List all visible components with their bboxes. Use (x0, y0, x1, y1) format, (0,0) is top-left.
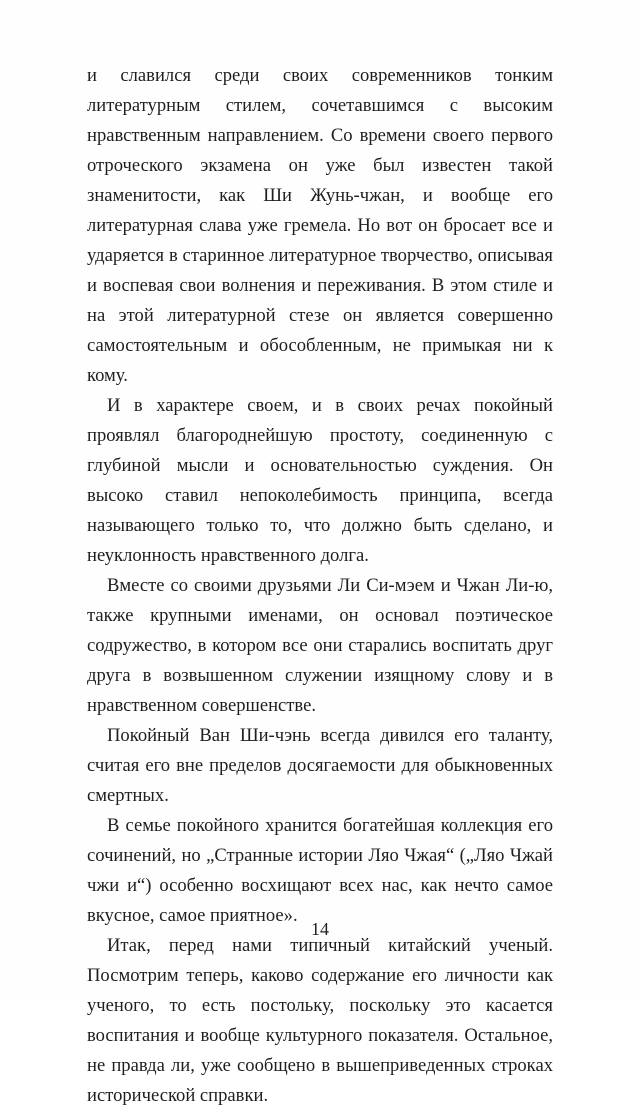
body-text (87, 61, 553, 1111)
paragraph: В семье покойного хранится богатейшая коллекция его сочинений, но „Странные истории Ляо Чжая“ („Ляо Чжай чжи и“) особенно восхищают всех нас, как нечто самое вкусное, самое приятное». (87, 815, 553, 926)
page-number: 14 (311, 919, 329, 939)
paragraph: Вместе со своими друзьями Ли Си-мэем и Чжан Ли-ю, также крупными именами, он основал поэтическое содружество, в котором все они старались воспитать друг друга в возвышенном служении изящному слову и в нравственном совершенстве. (87, 575, 553, 716)
paragraph: И в характере своем, и в своих речах покойный проявлял благороднейшую простоту, соединенную с глубиной мысли и основательностью суждения. Он высоко ставил непоколебимость принципа, всегда называющего только то, что должно быть сделано, и неуклонность нравственного долга. (87, 395, 553, 566)
paragraph: Итак, перед нами типичный китайский ученый. Посмотрим теперь, каково содержание его личности как ученого, то есть постольку, поскольку это касается воспитания и вообще культурного показателя. Остальное, не правда ли, уже сообщено в вышеприведенных строках исторической справки. (87, 935, 553, 1106)
paragraph-continuation: и славился среди своих современников тонким литературным стилем, сочетавшимся с высоким нравственным направлением. Со времени своего первого отроческого экзамена он уже был известен такой знаменитости, как Ши Жунь-чжан, и вообще его литературная слава уже гремела. Но вот он бросает все и ударяется в старинное литературное творчество, описывая и воспевая свои волнения и переживания. В этом стиле и на этой литературной стезе он является совершенно самостоятельным и обособленным, не примыкая ни к кому. (87, 65, 553, 386)
paragraph: Покойный Ван Ши-чэнь всегда дивился его таланту, считая его вне пределов досягаемости для обыкновенных смертных. (87, 725, 553, 806)
